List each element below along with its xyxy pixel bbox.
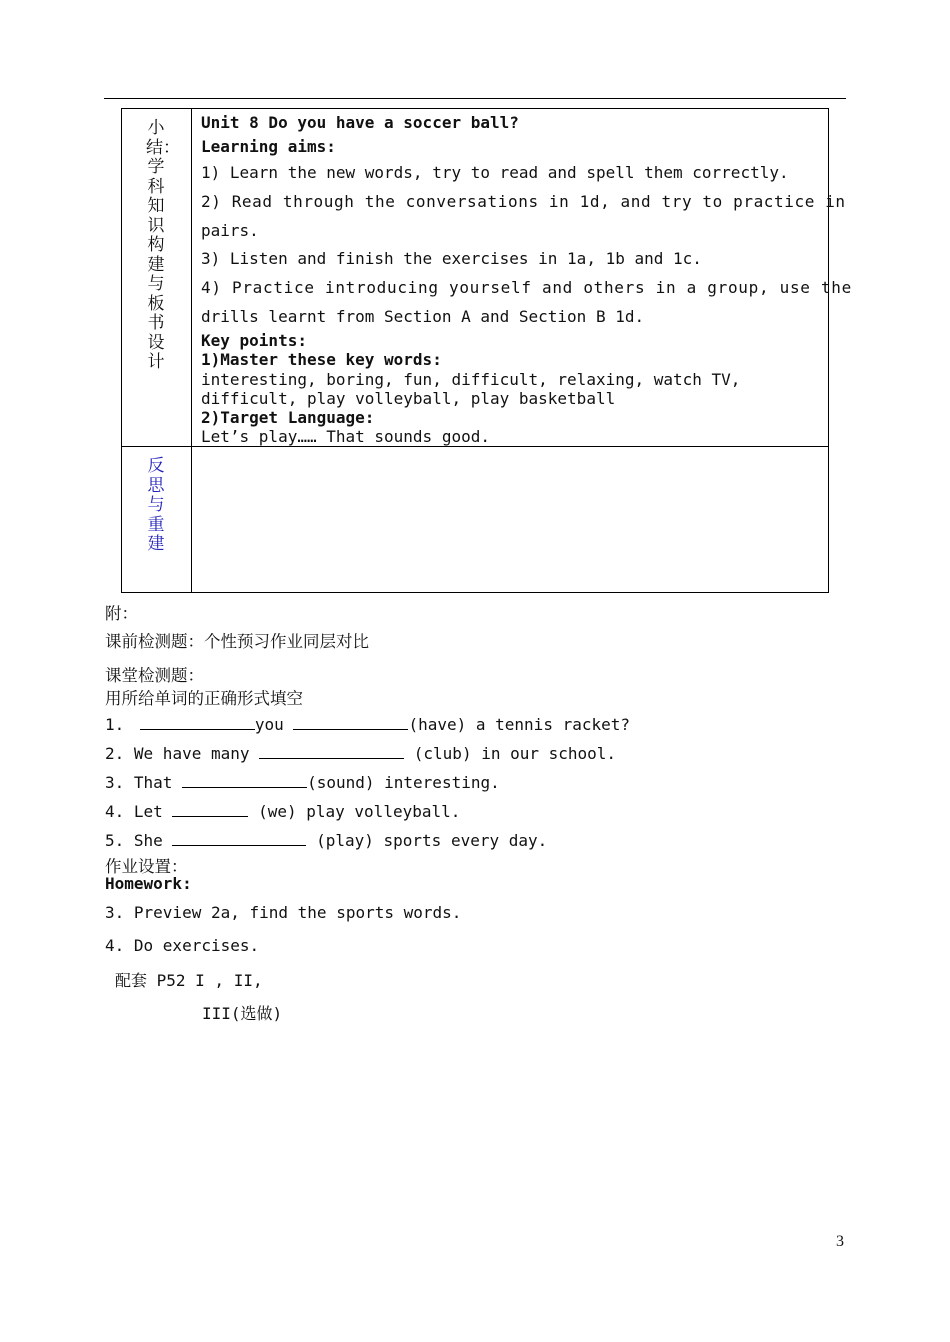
target-language-line: Let’s play…… That sounds good. bbox=[201, 427, 490, 446]
summary-content-cell bbox=[192, 109, 852, 446]
support-line: 配套 P52 I , II, bbox=[115, 971, 263, 990]
exercise-text: (play) sports every day. bbox=[306, 831, 548, 850]
answer-blank[interactable] bbox=[182, 773, 307, 788]
unit-title: Unit 8 Do you have a soccer ball? bbox=[201, 113, 519, 132]
reflection-content-cell bbox=[192, 447, 828, 592]
answer-blank[interactable] bbox=[172, 831, 306, 846]
pre-test-line: 课前检测题：个性预习作业同层对比 bbox=[105, 632, 369, 651]
exercise-number: 2. bbox=[105, 744, 125, 763]
exercise-1 bbox=[105, 715, 630, 734]
learning-aims-heading: Learning aims: bbox=[201, 137, 336, 156]
homework-label: Homework: bbox=[105, 874, 192, 893]
lesson-table bbox=[121, 108, 852, 593]
class-test-heading: 课堂检测题： bbox=[105, 666, 204, 685]
exercise-text: you bbox=[254, 715, 284, 734]
exercise-text: (we) play volleyball. bbox=[248, 802, 461, 821]
exercise-text: (have) a tennis racket? bbox=[408, 715, 631, 734]
key-words-line-1: interesting, boring, fun, difficult, relaxing, watch TV, bbox=[201, 370, 741, 389]
header-rule bbox=[104, 98, 846, 99]
exercise-text: We have many bbox=[133, 744, 250, 763]
exercise-text: Let bbox=[133, 802, 163, 821]
answer-blank[interactable] bbox=[140, 715, 255, 730]
instruction-line: 用所给单词的正确形式填空 bbox=[105, 689, 303, 708]
summary-label-cell bbox=[122, 109, 192, 446]
key-words-line-2: difficult, play volleyball, play basketball bbox=[201, 389, 616, 408]
aim-2-cont: pairs. bbox=[201, 221, 259, 240]
key-points-heading: Key points: bbox=[201, 331, 307, 350]
exercise-2 bbox=[105, 744, 616, 763]
exercise-3 bbox=[105, 773, 500, 792]
support-line-optional: III(选做) bbox=[202, 1004, 283, 1023]
homework-item-2: 4. Do exercises. bbox=[105, 936, 260, 955]
target-language-heading: 2)Target Language: bbox=[201, 408, 375, 427]
answer-blank[interactable] bbox=[259, 744, 404, 759]
exercise-number: 5. bbox=[105, 831, 125, 850]
homework-item-1: 3. Preview 2a, find the sports words. bbox=[105, 903, 462, 922]
reflection-label: 反思与重建 bbox=[147, 456, 165, 554]
answer-blank[interactable] bbox=[293, 715, 408, 730]
reflection-label-cell bbox=[122, 447, 192, 592]
summary-row bbox=[122, 109, 852, 447]
exercise-number: 3. bbox=[105, 773, 125, 792]
aim-1: 1) Learn the new words, try to read and spell them correctly. bbox=[201, 163, 789, 182]
aim-4-cont: drills learnt from Section A and Section B 1d. bbox=[201, 307, 645, 326]
exercise-text: (club) in our school. bbox=[404, 744, 617, 763]
exercise-number: 4. bbox=[105, 802, 125, 821]
aim-3: 3) Listen and finish the exercises in 1a, 1b and 1c. bbox=[201, 249, 702, 268]
exercise-4 bbox=[105, 802, 460, 821]
answer-blank[interactable] bbox=[172, 802, 248, 817]
exercise-text: She bbox=[133, 831, 163, 850]
exercise-text: That bbox=[133, 773, 173, 792]
homework-setting-heading: 作业设置： bbox=[105, 857, 188, 876]
aim-2: 2) Read through the conversations in 1d, and try to practice in bbox=[201, 192, 846, 211]
appendix-heading: 附： bbox=[105, 604, 138, 623]
exercise-text: (sound) interesting. bbox=[307, 773, 500, 792]
page-number: 3 bbox=[836, 1233, 844, 1250]
summary-label: 小结：学科知识构建与板书设计 bbox=[146, 118, 180, 372]
reflection-row bbox=[122, 447, 828, 592]
exercise-number: 1. bbox=[105, 715, 125, 734]
exercise-5 bbox=[105, 831, 547, 850]
aim-4: 4) Practice introducing yourself and others in a group, use the bbox=[201, 278, 852, 297]
key-words-heading: 1)Master these key words: bbox=[201, 350, 442, 369]
